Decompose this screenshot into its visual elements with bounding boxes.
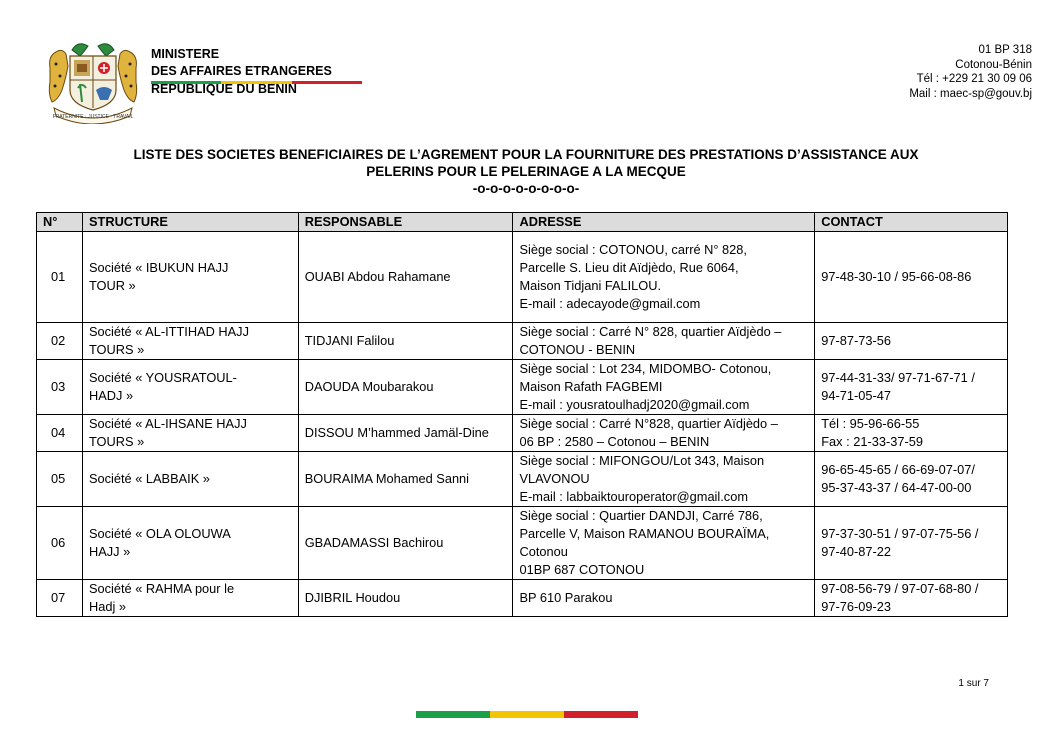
cell-structure-line: TOURS »	[88, 342, 145, 357]
cell-adresse-line: Siège social : Carré N° 828, quartier Aïdjèdo –	[519, 324, 782, 339]
cell-number: 01	[37, 232, 83, 323]
cell-adresse-line: Maison Rafath FAGBEMI	[519, 379, 663, 394]
cell-contact	[815, 580, 1008, 617]
ministry-header	[151, 46, 362, 98]
cell-contact-line: 97-37-30-51 / 97-07-75-56 /	[821, 526, 979, 541]
col-header-responsable: RESPONSABLE	[298, 213, 513, 232]
cell-responsable: TIDJANI Falilou	[298, 323, 513, 360]
cell-adresse-line: Maison Tidjani FALILOU.	[519, 278, 662, 293]
cell-adresse-line: Siège social : MIFONGOU/Lot 343, Maison	[519, 453, 765, 468]
cell-contact	[815, 323, 1008, 360]
cell-adresse	[513, 580, 815, 617]
table-row	[37, 232, 1008, 323]
cell-adresse-line: Siège social : Carré N°828, quartier Aïdjèdo –	[519, 416, 778, 431]
cell-adresse-line: E-mail : yousratoulhadj2020@gmail.com	[519, 397, 750, 412]
cell-structure	[82, 323, 298, 360]
city: Cotonou-Bénin	[955, 58, 1032, 71]
cell-structure	[82, 580, 298, 617]
ministry-name-line2: DES AFFAIRES ETRANGERES	[151, 64, 332, 78]
cell-adresse-line: Siège social : Quartier DANDJI, Carré 786,	[519, 508, 763, 523]
email: Mail : maec-sp@gouv.bj	[909, 87, 1032, 100]
cell-number: 02	[37, 323, 83, 360]
contact-address-block	[909, 43, 1032, 101]
cell-structure	[82, 507, 298, 580]
cell-structure-line: Hadj »	[88, 599, 126, 614]
cell-adresse-line: Parcelle V, Maison RAMANOU BOURAÏMA,	[519, 526, 770, 541]
cell-contact-line: Tél : 95-96-66-55	[821, 416, 920, 431]
cell-contact-line: 97-76-09-23	[821, 599, 891, 614]
table-row	[37, 507, 1008, 580]
col-header-number: N°	[37, 213, 83, 232]
cell-responsable: GBADAMASSI Bachirou	[298, 507, 513, 580]
cell-structure-line: HAJJ »	[88, 544, 131, 559]
cell-contact	[815, 452, 1008, 507]
cell-adresse-line: 06 BP : 2580 – Cotonou – BENIN	[519, 434, 710, 449]
cell-contact	[815, 507, 1008, 580]
col-header-contact: CONTACT	[815, 213, 1008, 232]
cell-structure-line: Société « OLA OLOUWA	[88, 526, 231, 541]
cell-contact	[815, 415, 1008, 452]
cell-adresse-line: Cotonou	[519, 544, 568, 559]
cell-adresse-line: Siège social : COTONOU, carré N° 828,	[519, 242, 747, 257]
cell-adresse-line: COTONOU - BENIN	[519, 342, 636, 357]
cell-adresse-line: E-mail : labbaiktouroperator@gmail.com	[519, 489, 748, 504]
cell-adresse-line: 01BP 687 COTONOU	[519, 562, 645, 577]
cell-contact-line: 97-87-73-56	[821, 333, 891, 348]
cell-adresse	[513, 415, 815, 452]
cell-adresse-line: Siège social : Lot 234, MIDOMBO- Cotonou,	[519, 361, 772, 376]
cell-responsable: DISSOU M’hammed Jamäl-Dine	[298, 415, 513, 452]
title-separator: -o-o-o-o-o-o-o-o-	[472, 181, 580, 196]
cell-adresse-line: Parcelle S. Lieu dit Aïdjèdo, Rue 6064,	[519, 260, 739, 275]
table-row	[37, 415, 1008, 452]
companies-table	[36, 212, 1008, 617]
cell-contact	[815, 232, 1008, 323]
title-line1: LISTE DES SOCIETES BENEFICIAIRES DE L’AGREMENT POUR LA FOURNITURE DES PRESTATIONS D’ASSISTANCE AUX	[133, 147, 919, 162]
coat-of-arms-logo	[44, 38, 142, 124]
cell-structure-line: Société « RAHMA pour le	[88, 581, 235, 596]
cell-adresse	[513, 452, 815, 507]
table-row	[37, 360, 1008, 415]
cell-responsable: DAOUDA Moubarakou	[298, 360, 513, 415]
cell-structure-line: Société « AL-ITTIHAD HAJJ	[88, 324, 249, 339]
cell-adresse	[513, 232, 815, 323]
document-title	[40, 146, 1012, 197]
cell-adresse	[513, 360, 815, 415]
cell-contact-line: 96-65-45-65 / 66-69-07-07/	[821, 462, 975, 477]
cell-contact-line: 97-08-56-79 / 97-07-68-80 /	[821, 581, 979, 596]
cell-adresse	[513, 507, 815, 580]
table-row	[37, 452, 1008, 507]
cell-number: 07	[37, 580, 83, 617]
cell-structure-line: Société « YOUSRATOUL-	[88, 370, 237, 385]
title-line2: PELERINS POUR LE PELERINAGE A LA MECQUE	[366, 164, 686, 179]
cell-adresse-line: E-mail : adecayode@gmail.com	[519, 296, 701, 311]
ministry-name-line1: MINISTERE	[151, 47, 220, 61]
cell-structure-line: HADJ »	[88, 388, 134, 403]
cell-structure-line: TOURS »	[88, 434, 145, 449]
cell-structure	[82, 360, 298, 415]
cell-structure	[82, 452, 298, 507]
cell-structure-line: Société « AL-IHSANE HAJJ	[88, 416, 247, 431]
table-row	[37, 323, 1008, 360]
cell-responsable: DJIBRIL Houdou	[298, 580, 513, 617]
table-row	[37, 580, 1008, 617]
cell-adresse-line: BP 610 Parakou	[519, 590, 613, 605]
cell-structure-line: Société « IBUKUN HAJJ	[88, 260, 229, 275]
cell-structure	[82, 232, 298, 323]
postal-box: 01 BP 318	[978, 44, 1032, 56]
republic-name: REPUBLIQUE DU BENIN	[151, 82, 297, 96]
cell-contact-line: 95-37-43-37 / 64-47-00-00	[821, 480, 972, 495]
footer-flag-stripe	[416, 711, 638, 718]
cell-number: 06	[37, 507, 83, 580]
cell-contact	[815, 360, 1008, 415]
col-header-adresse: ADRESSE	[513, 213, 815, 232]
cell-responsable: OUABI Abdou Rahamane	[298, 232, 513, 323]
cell-contact-line: 97-40-87-22	[821, 544, 891, 559]
cell-adresse-line: VLAVONOU	[519, 471, 590, 486]
page-number: 1 sur 7	[958, 678, 989, 689]
cell-contact-line: 97-44-31-33/ 97-71-67-71 /	[821, 370, 975, 385]
cell-adresse	[513, 323, 815, 360]
cell-number: 03	[37, 360, 83, 415]
svg-text:FRATERNITE · JUSTICE · TRAVAIL: FRATERNITE · JUSTICE · TRAVAIL	[52, 114, 134, 120]
cell-structure-line: TOUR »	[88, 278, 136, 293]
cell-structure	[82, 415, 298, 452]
cell-contact-line: 97-48-30-10 / 95-66-08-86	[821, 269, 972, 284]
cell-contact-line: Fax : 21-33-37-59	[821, 434, 923, 449]
telephone: Tél : +229 21 30 09 06	[916, 73, 1032, 85]
col-header-structure: STRUCTURE	[82, 213, 298, 232]
cell-contact-line: 94-71-05-47	[821, 388, 891, 403]
cell-structure-line: Société « LABBAIK »	[88, 471, 210, 486]
table-header-row	[37, 213, 1008, 232]
cell-responsable: BOURAIMA Mohamed Sanni	[298, 452, 513, 507]
cell-number: 05	[37, 452, 83, 507]
cell-number: 04	[37, 415, 83, 452]
